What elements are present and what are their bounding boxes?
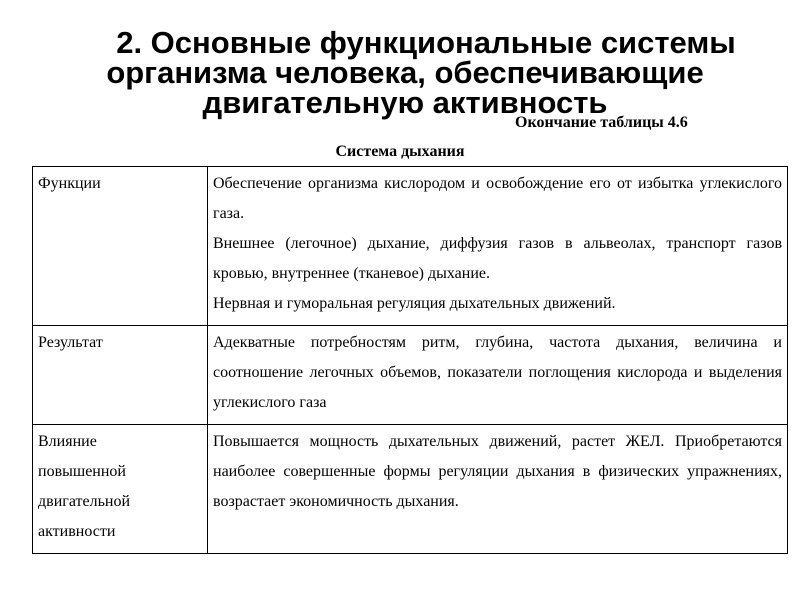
slide-title-line-2: организма человека, обеспечивающие [106,55,704,90]
table-row-influence [33,425,788,554]
row-content-result [208,326,788,425]
slide-title-line-1: 2. Основные функциональные системы [116,25,736,60]
functions-paragraph-3: Нервная и гуморальная регуляция дыхательных движений. [213,295,616,312]
influence-label-line-2: повышенной [38,463,126,480]
slide-title [60,25,750,120]
slide-title-line-3: двигательную активность [202,85,608,120]
row-label-result [33,326,208,425]
influence-paragraph-1: Повышается мощность дыхательных движений, растет ЖЕЛ. Приобретаются наиболее совершенные формы регуляции дыхания в физических упражнениях, возрастает экономичность дыхания. [213,433,782,510]
influence-label-line-3: двигательной [38,493,131,510]
respiratory-system-table [32,166,788,554]
row-label-text: Функции [38,175,101,192]
table-title: Система дыхания [335,143,465,160]
table-row-result [33,326,788,425]
row-label-functions [33,167,208,326]
table-row-functions [33,167,788,326]
row-content-influence [208,425,788,554]
row-label-influence [33,425,208,554]
influence-label-line-4: активности [38,523,116,540]
influence-label-line-1: Влияние [38,433,97,450]
row-label-text: Результат [38,334,103,351]
table-caption: Окончание таблицы 4.6 [515,114,688,131]
row-content-functions [208,167,788,326]
functions-paragraph-2: Внешнее (легочное) дыхание, диффузия газов в альвеолах, транспорт газов кровью, внутреннее (тканевое) дыхание. [213,235,782,282]
functions-paragraph-1: Обеспечение организма кислородом и освобождение его от избытка углекислого газа. [213,175,782,222]
result-paragraph-1: Адекватные потребностям ритм, глубина, частота дыхания, величина и соотношение легочных объемов, показатели поглощения кислорода и выделения углекислого газа [213,334,782,411]
